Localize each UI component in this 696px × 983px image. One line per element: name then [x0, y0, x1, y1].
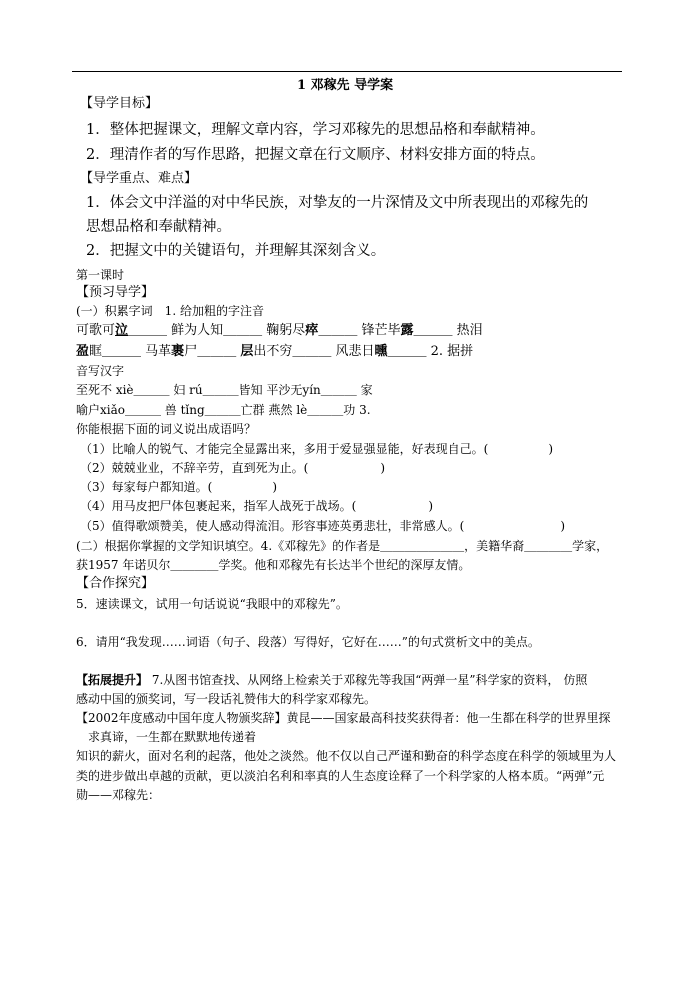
- key-1b: 思想品格和奉献精神。: [86, 219, 231, 235]
- heading-goals: 【导学目标】: [80, 96, 159, 111]
- goal-1: 1．整体把握课文，理解文章内容，学习邓稼先的思想品格和奉献精神。: [86, 122, 545, 138]
- cooperate-q6: 6．请用“我发现……词语（句子、段落）写得好，它好在……”的句式赏析文中的美点。: [76, 635, 540, 649]
- extension-line-2: 感动中国的颁奖词，写一段话礼赞伟大的科学家邓稼先。: [76, 692, 377, 706]
- heading-cooperate: 【合作探究】: [76, 576, 155, 591]
- idiom-q4: （4）用马皮把尸体包裹起来，指军人战死于战场。( ): [80, 499, 434, 513]
- literature-line-1: (二）根据你掌握的文学知识填空。4.《邓稼先》的作者是＿＿＿＿＿＿＿，美籍华裔＿＿＿＿学家，: [76, 539, 609, 553]
- idiom-q2: （2）兢兢业业，不辞辛劳，直到死为止。( ): [80, 461, 386, 475]
- award-line-3: 知识的薪火，面对名利的起落，他处之淡然。他不仅以自己严谨和勤奋的科学态度在科学的领域里为人: [76, 749, 617, 763]
- vocab-heading: (一）积累字词 1. 给加粗的字注音: [76, 304, 264, 318]
- write-chars-label: 音写汉字: [76, 364, 125, 378]
- cooperate-q5: 5．速读课文，试用一句话说说“我眼中的邓稼先”。: [76, 597, 348, 611]
- idiom-q3: （3）每家每户都知道。( ): [80, 480, 277, 494]
- pinyin-row-2: 盈眶＿＿＿ 马革裹尸＿＿＿ 层出不穷＿＿＿ 风悲日曛＿＿＿ 2. 据拼: [76, 344, 474, 359]
- award-line-2: 求真谛，一生都在默默地传递着: [88, 730, 257, 744]
- key-2: 2．把握文中的关键语句，并理解其深刻含义。: [86, 243, 386, 259]
- extension-line-1: 【拓展提升】 7.从图书馆查找、从网络上检索关于邓稼先等我国“两弹一星”科学家的资料， 仿照: [76, 673, 588, 687]
- goal-2: 2．理清作者的写作思路，把握文章在行文顺序、材料安排方面的特点。: [86, 147, 545, 163]
- idiom-q1: （1）比喻人的锐气、才能完全显露出来，多用于爱显强显能，好表现自己。( ): [80, 442, 554, 456]
- page-title: 1 邓稼先 导学案: [297, 78, 394, 93]
- idiom-instruction: 你能根据下面的词义说出成语吗？: [76, 422, 257, 436]
- pinyin-write-row-1: 至死不 xiè＿＿＿ 妇 rú＿＿＿皆知 平沙无yín＿＿＿ 家: [76, 383, 373, 397]
- literature-line-2: 获1957 年诺贝尔＿＿＿＿学奖。他和邓稼先有长达半个世纪的深厚友情。: [76, 558, 471, 572]
- award-line-4: 类的进步做出卓越的贡献，更以淡泊名利和率真的人生态度诠释了一个科学家的人格本质。“两弹”元: [76, 769, 605, 783]
- pinyin-write-row-2: 喻户xiǎo＿＿＿ 兽 tǐng＿＿＿亡群 燕然 lè＿＿＿功 3.: [76, 403, 371, 417]
- heading-key-points: 【导学重点、难点】: [80, 171, 198, 186]
- idiom-q5: （5）值得歌颂赞美，使人感动得流泪。形容事迹英勇悲壮，非常感人。( ): [80, 519, 566, 533]
- award-line-1: 【2002年度感动中国年度人物颁奖辞】黄昆——国家最高科技奖获得者：他一生都在科学的世界里探: [76, 711, 611, 725]
- pinyin-row-1: 可歌可泣＿＿＿ 鲜为人知＿＿＿ 鞠躬尽瘁＿＿＿ 锋芒毕露＿＿＿ 热泪: [76, 323, 483, 338]
- award-line-5: 勋——邓稼先：: [76, 788, 161, 802]
- lesson-label: 第一课时: [76, 268, 125, 282]
- header-rule: [72, 71, 622, 72]
- heading-preview: 【预习导学】: [76, 285, 155, 300]
- key-1a: 1．体会文中洋溢的对中华民族，对挚友的一片深情及文中所表现出的邓稼先的: [86, 195, 589, 211]
